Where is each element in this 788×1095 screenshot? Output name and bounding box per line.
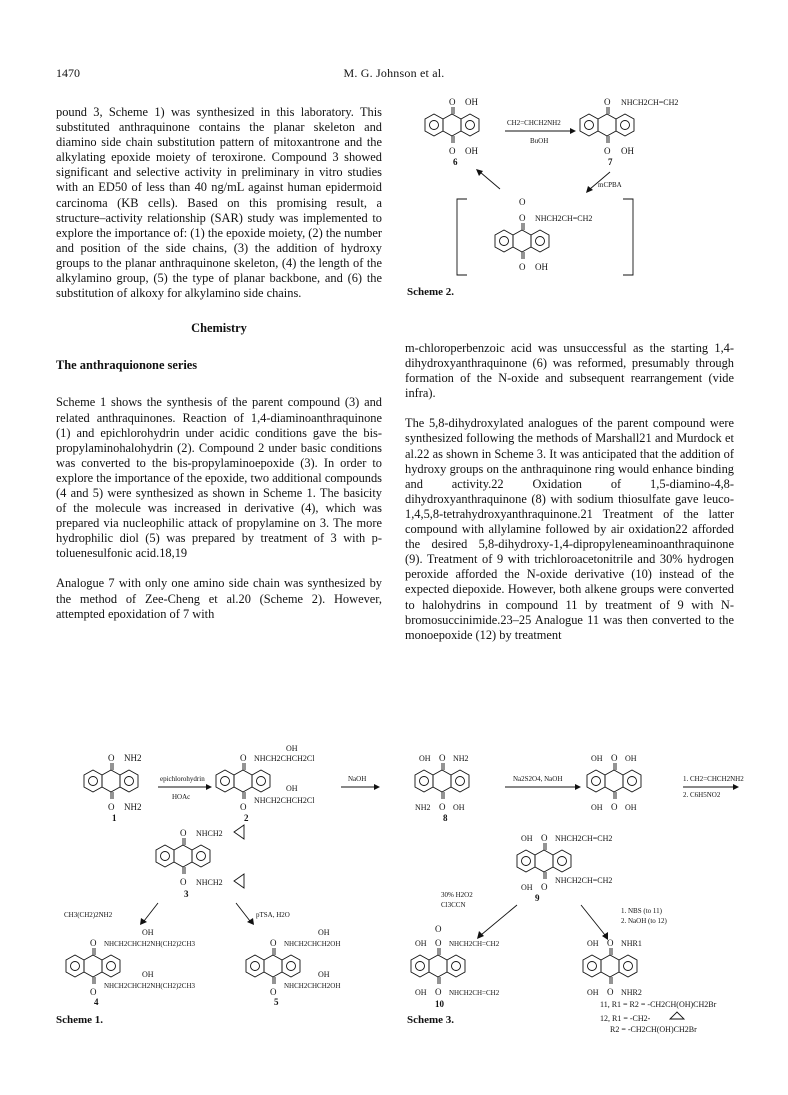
svg-text:O: O [435,924,442,934]
sub-10-top: NHCH2CH=CH2 [449,940,500,948]
svg-text:O: O [439,753,446,763]
def-11: 11, R1 = R2 = -CH2CH(OH)CH2Br [600,1000,717,1009]
label-8: 8 [443,813,448,823]
svg-text:OH: OH [521,883,533,892]
sub-4-bottom: NHCH2CHCH2NH(CH2)2CH3 [104,982,196,990]
label-2: 2 [244,813,249,823]
sub-5-top: NHCH2CHCH2OH [284,940,341,948]
def-12b: R2 = -CH2CH(OH)CH2Br [610,1025,697,1034]
sub-11-bottom: NHR2 [621,988,642,997]
reagent-propylamine: CH3(CH2)2NH2 [64,911,113,919]
svg-text:OH: OH [625,754,637,763]
svg-text:OH: OH [286,744,298,753]
svg-text:O: O [541,833,548,843]
paragraph-mcpba: m-chloroperbenzoic acid was unsuccessful as the starting 1,4-dihydroxyanthraquinone (6) was reformed, presumably through formation of the N-oxide and subsequent rearrangement (vide infra). [405,341,734,401]
svg-text:O: O [607,987,614,997]
label-6: 6 [453,157,458,167]
svg-text:O: O [449,146,456,156]
reagent-nitrobenzene: 2. C6H5NO2 [683,791,721,799]
svg-text:OH: OH [142,970,154,979]
svg-text:OH: OH [465,146,478,156]
reagent-buoh: BuOH [530,137,549,145]
svg-text:O: O [90,938,97,948]
svg-text:O: O [108,753,115,763]
epoxide-icon [668,1010,688,1024]
scheme3-caption: Scheme 3. [407,1014,455,1026]
svg-text:OH: OH [535,262,548,272]
svg-text:O: O [439,802,446,812]
svg-text:O: O [519,262,526,272]
reagent-h2o2: 30% H2O2 [441,891,473,899]
sub-7: NHCH2CH=CH2 [621,98,679,107]
sub-3-bottom: NHCH2 [196,878,223,887]
subsection-heading: The anthraquionone series [56,358,198,373]
sub-10-bottom: NHCH2CH=CH2 [449,989,500,997]
reagent-allylamine: CH2=CHCH2NH2 [507,119,561,127]
reagent-dithionite: Na2S2O4, NaOH [513,775,563,783]
svg-text:NH2: NH2 [124,802,142,812]
reagent-naoh: NaOH [348,775,367,783]
scheme3-figure [405,745,745,1013]
reagent-cl3ccn: Cl3CCN [441,901,466,909]
svg-text:O: O [519,213,526,223]
intro-paragraph: pound 3, Scheme 1) was synthesized in this laboratory. This substituted anthraquinone contains the planar skeleton and diamino side chain substitution pattern of mitoxantrone and the alkylating epoxide moiety of teroxirone. Compound 3 showed significant and selective activity in preliminary in vitro studies with an ED50 of less than 40 ng/mL against human epidermoid carcinoma (KB cells). Based on this promising result, a structure–activity relationship (SAR) study was implemented to explore the importance of: (1) the epoxide moiety, (2) the number and position of the side chains, (3) the addition of hydroxy groups to the planar anthraquinone skeleton, (4) the length of the alkylamino group, (5) the type of planar backbone, and (6) the substitution of alkoxy for alkylamino side chains. [56,105,382,301]
svg-text:O: O [435,938,442,948]
sub-9-top: NHCH2CH=CH2 [555,834,613,843]
reagent-naoh-12: 2. NaOH (to 12) [621,917,667,925]
svg-text:O: O [240,802,247,812]
sub-9-bottom: NHCH2CH=CH2 [555,876,613,885]
svg-text:OH: OH [625,803,637,812]
svg-text:NH2: NH2 [124,753,142,763]
svg-text:OH: OH [286,784,298,793]
label-4: 4 [94,997,99,1007]
svg-text:O: O [611,753,618,763]
scheme1-figure [56,745,386,1010]
svg-text:OH: OH [621,146,634,156]
paragraph-analogue7: Analogue 7 with only one amino side chain was synthesized by the method of Zee-Cheng et al.20 (Scheme 2). However, attempted epoxidation of 7 with [56,576,382,621]
svg-text:O: O [541,882,548,892]
reagent-epichlorohydrin: epichlorohydrin [160,775,205,783]
sub-2-bottom: NHCH2CHCH2Cl [254,796,315,805]
svg-text:OH: OH [419,754,431,763]
reagent-nbs: 1. NBS (to 11) [621,907,662,915]
svg-text:O: O [108,802,115,812]
svg-text:OH: OH [591,803,603,812]
def-12a: 12, R1 = -CH2- [600,1014,651,1023]
sub-2-top: NHCH2CHCH2Cl [254,754,315,763]
svg-text:O: O [270,987,277,997]
svg-text:O: O [240,753,247,763]
svg-text:OH: OH [415,939,427,948]
running-header-authors: M. G. Johnson et al. [343,66,445,80]
svg-text:O: O [604,146,611,156]
scheme2-caption: Scheme 2. [407,286,455,298]
reagent-ptsa: pTSA, H2O [256,911,290,919]
reagent-hoac: HOAc [172,793,191,801]
svg-text:O: O [449,97,456,107]
svg-text:NH2: NH2 [453,754,469,763]
scheme2-figure [405,97,735,287]
svg-text:OH: OH [465,97,478,107]
label-10: 10 [435,999,444,1009]
svg-text:OH: OH [587,988,599,997]
reagent-allylamine-3: 1. CH2=CHCH2NH2 [683,775,744,783]
sub-5-bottom: NHCH2CHCH2OH [284,982,341,990]
svg-text:O: O [435,987,442,997]
sub-4-top: NHCH2CHCH2NH(CH2)2CH3 [104,940,196,948]
svg-text:OH: OH [142,928,154,937]
label-5: 5 [274,997,279,1007]
page-number: 1470 [56,66,80,80]
svg-text:O: O [180,877,187,887]
svg-text:OH: OH [318,928,330,937]
paragraph-scheme1: Scheme 1 shows the synthesis of the parent compound (3) and related anthraquinones. Reaction of 1,4-diaminoanthraquinone (1) and epichlorohydrin under acidic conditions gave the bis-propylaminohalohydrin (2). Compound 2 under basic conditions was converted to the bis-propylaminoepoxide (3). In order to explore the importance of the epoxide, two additional compounds (4 and 5) were synthesized as shown in Scheme 1. The basicity of the molecule was increased in derivative (4), which was prepared via nucleophilic attack of propylamine on 3. The more hydrophilic diol (5) was prepared by treatment of 3 with p-toluenesulfonic acid.18,19 [56,395,382,561]
right-column [405,341,734,658]
svg-text:NH2: NH2 [415,803,431,812]
svg-text:OH: OH [591,754,603,763]
svg-text:OH: OH [318,970,330,979]
section-heading-chemistry: Chemistry [191,321,247,336]
svg-text:OH: OH [587,939,599,948]
svg-text:O: O [90,987,97,997]
label-1: 1 [112,813,117,823]
left-column [56,105,382,637]
svg-text:O: O [519,197,526,207]
svg-text:OH: OH [521,834,533,843]
paragraph-dihydroxylated: The 5,8-dihydroxylated analogues of the parent compound were synthesized following the methods of Marshall21 and Murdock et al.22 as shown in Scheme 3. It was anticipated that the addition of hydroxy groups on the anthraquinone ring would enhance binding and activity.22 Oxidation of 1,5-diamino-4,8-dihydroxyanthraquinone (8) with sodium thiosulfate gave leuco-1,4,5,8-tetrahydroxyanthraquinone.21 Treatment of the latter compound with allylamine followed by air oxidation22 afforded the desired 5,8-dihydroxy-1,4-dipropyleneaminoanthraquinone (9). Treatment of 9 with trichloroacetonitrile and 30% hydrogen peroxide afforded the N-oxide derivative (10) instead of the expected diepoxide. However, both alkene groups were converted to halohydrins in compound 11 by treatment of 9 with N-bromosuccinimide.23–25 Analogue 11 was then converted to the monoepoxide (12) by treatment [405,416,734,642]
label-3: 3 [184,889,189,899]
svg-text:O: O [604,97,611,107]
label-9: 9 [535,893,540,903]
svg-text:O: O [270,938,277,948]
svg-text:OH: OH [415,988,427,997]
svg-text:OH: OH [453,803,465,812]
scheme1-caption: Scheme 1. [56,1014,104,1026]
svg-text:O: O [611,802,618,812]
sub-11-top: NHR1 [621,939,642,948]
svg-text:O: O [180,828,187,838]
reagent-mcpba: mCPBA [598,181,622,189]
sub-noxide: NHCH2CH=CH2 [535,214,593,223]
label-7: 7 [608,157,613,167]
sub-3-top: NHCH2 [196,829,223,838]
svg-text:O: O [607,938,614,948]
